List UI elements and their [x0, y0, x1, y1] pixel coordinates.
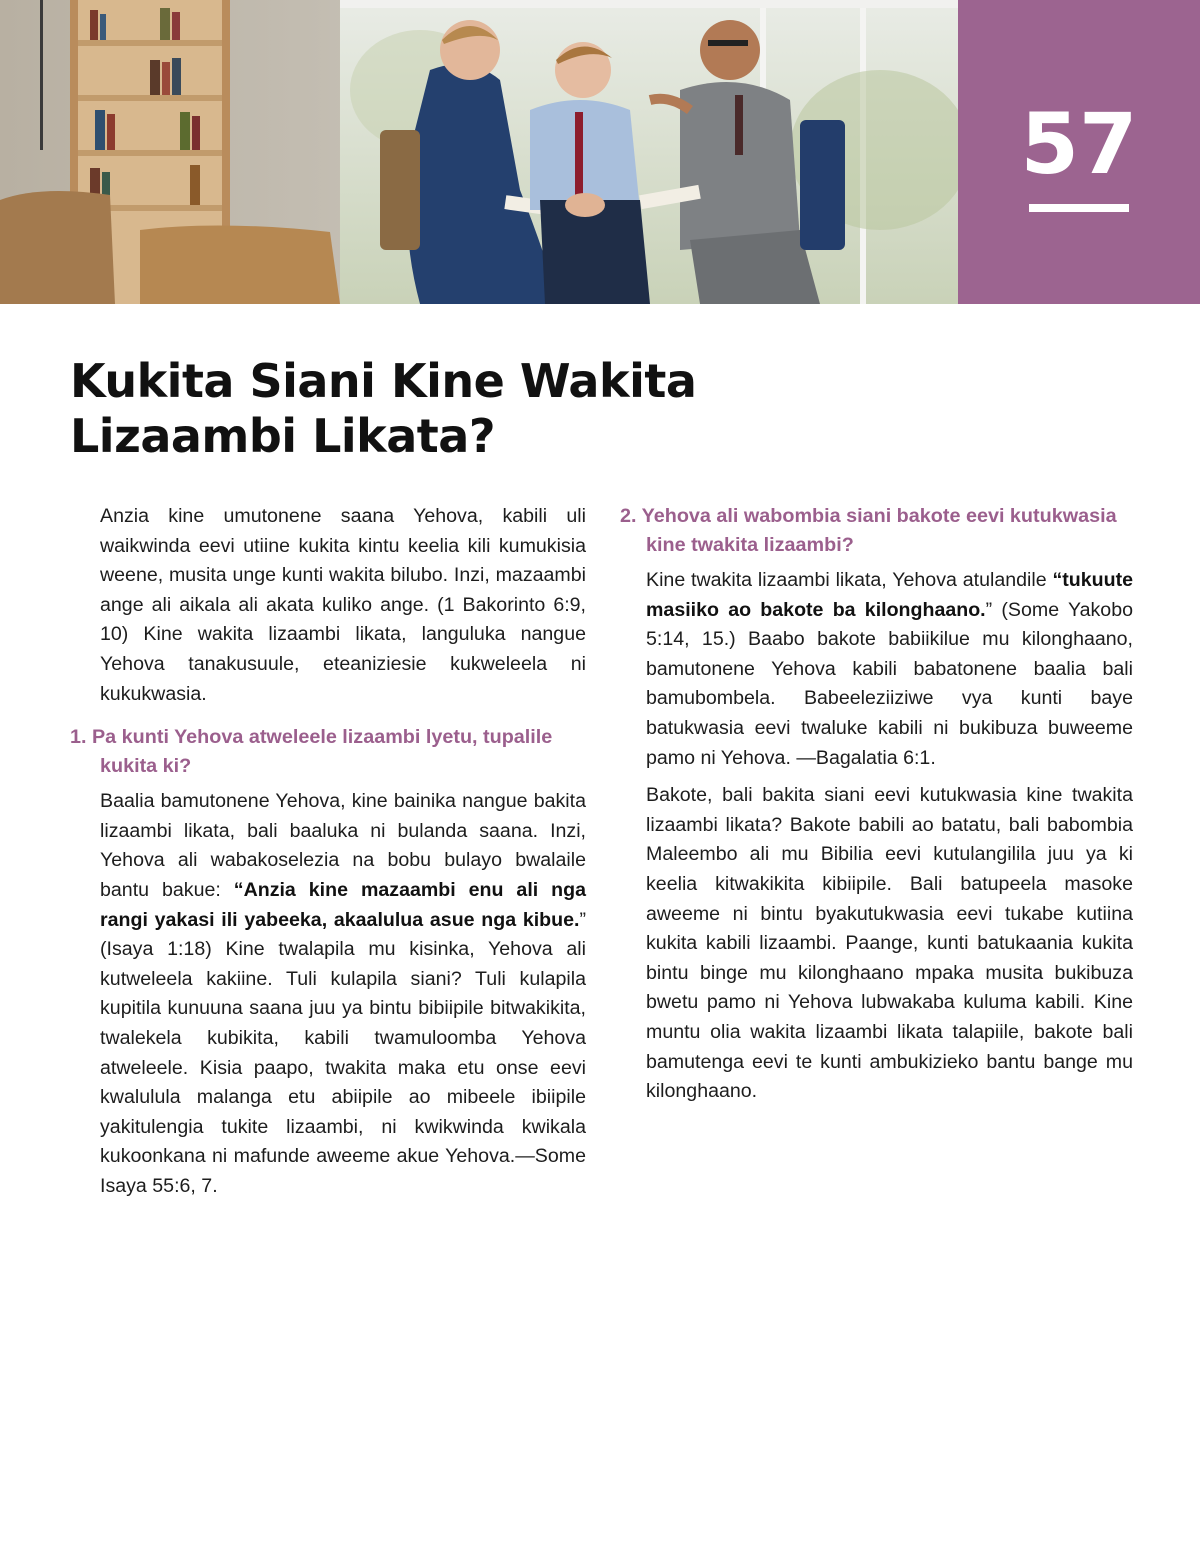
answer-2-quote: “tukuute masiiko ao bakote ba kilonghaano.: [646, 569, 1133, 621]
header-photo: [0, 0, 958, 304]
title-line-1: Kukita Siani Kine Wakita: [70, 354, 697, 408]
answer-2-text-a: Kine twakita lizaambi likata, Yehova atulandile: [646, 569, 1053, 591]
badge-underline: [1029, 204, 1129, 212]
question-1-heading: 1. Pa kunti Yehova atweleele lizaambi lyetu, tupalile kukita ki?: [70, 726, 553, 778]
answer-1-quote: “Anzia kine mazaambi enu ali nga rangi yakasi ili yabeeka, akaalulua asue nga kibue.: [100, 878, 587, 931]
answer-1-text-b: ” (Isaya 1:18) Kine twalapila mu kisinka, Yehova ali kutweleela kakiine. Tuli kulapila siani? Tuli kulapila kupitila kunuuna saana juu ya bintu bibiipile bitwakikita, twalekela kubikita, kabili twamuloomba Yehova atweleele. Kisia paapo, twakita maka etu onse eevi kwalulula malanga etu abiipile ao mibeele ibiipile yakitulengia tukite lizaambi, ni kwikwinda kwikala kukoonkana ni mafunde aweeme akue Yehova.—Some Isaya 55:6, 7.: [100, 908, 586, 1197]
question-2-heading: 2. Yehova ali wabombia siani bakote eevi kutukwasia kine twakita lizaambi?: [620, 505, 1117, 556]
answer-1-text-a: Baalia bamutonene Yehova, kine bainika nangue bakita lizaambi likata, bali baaluka ni bulanda saana. Inzi, Yehova ali wabakoselezia na bobu bulayo bwalaile bantu bakue:: [100, 790, 586, 901]
elders-meeting-illustration: [0, 0, 958, 304]
left-column: [70, 502, 586, 1209]
lesson-number-badge: [958, 0, 1200, 304]
answer-2-text-b: ” (Some Yakobo 5:14, 15.) Baabo bakote babiikilue mu kilonghaano, bamutonene Yehova kabili babatonene baalia bali bamubombela. Babeeleziiziwe vya kunti baye batukwasia eevi twaluke kabili ni bukibuza buweeme pamo ni Yehova. —Bagalatia 6:1.: [646, 598, 1133, 769]
answer-3-paragraph: Bakote, bali bakita siani eevi kutukwasia kine twakita lizaambi likata? Bakote babili ao batatu, bali babombia Maleembo ali mu Bibilia eevi kutulangilila juu ya ki keelia kitwakikita kibiipile. Bali batupeela masoke aweeme ni bintu byakutukwasia eevi tukabe kutiina kukita kabili lizaambi. Paange, kunti batukaania kukita bintu binge mu kilonghaano mpaka musita bukibuza bwetu pamo ni Yehova lubwakaba kuluma kabili. Kine muntu olia wakita lizaambi likata talapiile, bakote bali bamutenga eevi te kunti ambukizieko bantu bange mu kilonghaano.: [646, 784, 1133, 1103]
intro-paragraph: Anzia kine umutonene saana Yehova, kabili uli waikwinda eevi utiine kukita kintu keelia kili kumukisia weene, musita unge kunti wakita bilubo. Inzi, mazaambi ange ali aikala ali akata kuliko ange. (1 Bakorinto 6:9, 10) Kine wakita lizaambi likata, languluka nangue Yehova tanakusuule, eteaniziesie kukweleela ni kukukwasia.: [100, 505, 586, 705]
answer-1-paragraph: [100, 787, 586, 1201]
lesson-number: 57: [1020, 95, 1138, 193]
right-column: [620, 502, 1133, 1115]
title-line-2: Lizaambi Likata?: [70, 409, 496, 463]
answer-2-paragraph: [646, 566, 1133, 773]
page-title: [70, 354, 770, 464]
